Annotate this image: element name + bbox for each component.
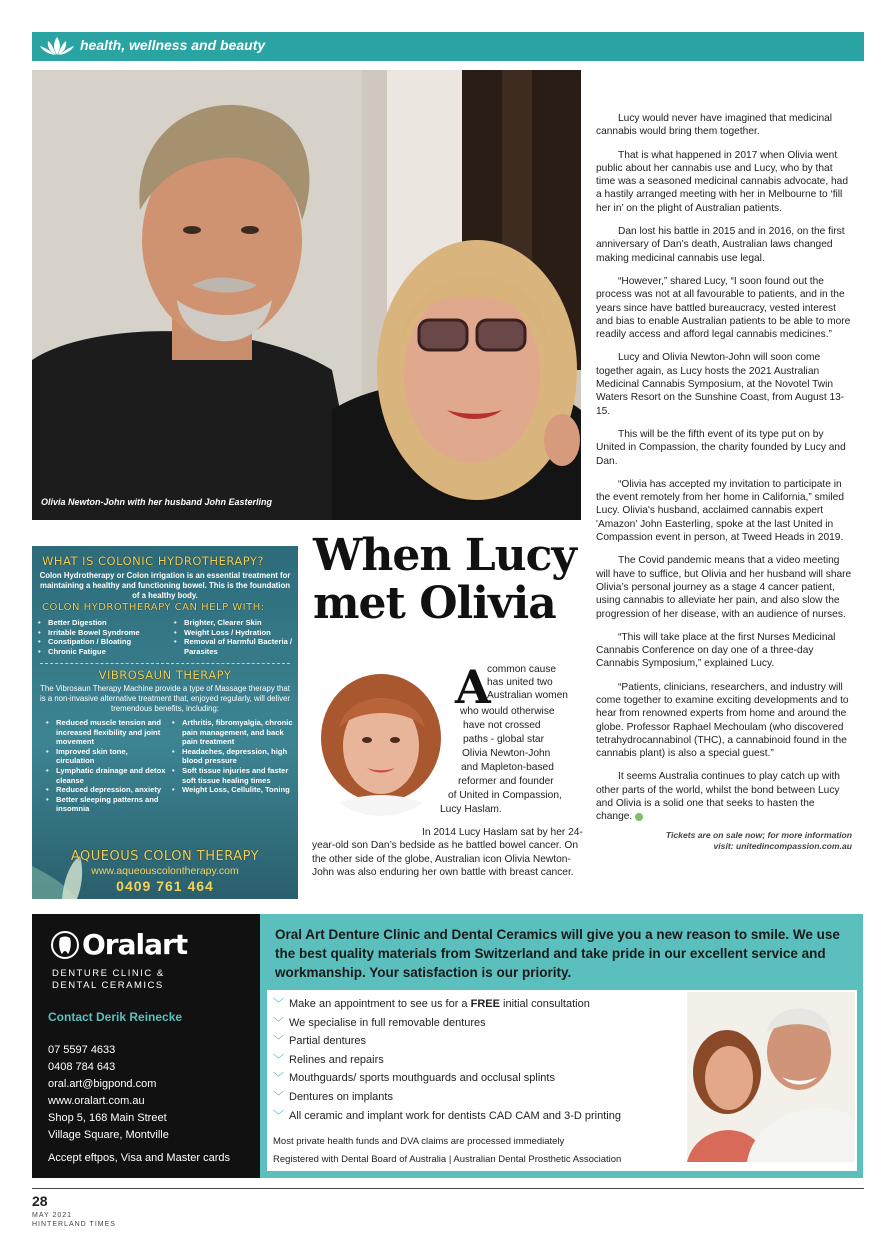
paragraph: The Covid pandemic means that a video meeting will have to suffice, but Olivia and her husband will share Olivia’s personal journey as a stage 4 cancer patient, using cannabis to alleviate her pain, and also slow the progression of her disease, with an audience of nurses.	[596, 555, 852, 620]
paragraph: Lucy and Olivia Newton-John will soon come together again, as Lucy hosts the 2021 Australian Medicinal Cannabis Symposium, at the Novotel Twin Waters Resort on the Sunshine Coast, from August 13-15.	[596, 352, 845, 417]
intro-line: common cause	[487, 664, 557, 675]
list-item: • Better Digestion	[36, 618, 164, 628]
paragraph: “However,” shared Lucy, “I soon found out the process was not at all favourable to patients, and in the years since have battled bureaucracy, vested interest and bias to enable Australian patients to be able to more readily access and afford legal cannabis medicines.”	[596, 275, 851, 341]
paragraph-final	[596, 770, 852, 823]
colonic-heading: WHAT IS COLONIC HYDROTHERAPY?	[42, 554, 265, 568]
chevron-down-icon: ﹀	[273, 1016, 284, 1029]
paragraph: That is what happened in 2017 when Olivia went public about her cannabis use and Lucy, who by that time was a seasoned medicinal cannabis advocate, had a hastily arranged meeting with her in Melbourne to ‘fill her in’ on the plight of Australian patients.	[596, 149, 849, 214]
payment-info: Accept eftpos, Visa and Master cards	[48, 1152, 230, 1164]
paragraph: Dan lost his battle in 2015 and in 2016, on the first anniversary of Dan’s death, Australian laws changed making medicinal cannabis use legal.	[596, 226, 845, 264]
colonic-help-left	[36, 618, 164, 656]
smiling-couple-photo	[687, 992, 855, 1162]
colonic-intro: Colon Hydrotherapy or Colon irrigation is an essential treatment for maintaining a healthy and functioning bowel. This is the foundation of a healthy body.	[39, 571, 291, 600]
title-line: met Olivia	[313, 578, 556, 629]
paragraph: “Olivia has accepted my invitation to participate in the event remotely from her home in California,” smiled Lucy. Olivia's husband, acclaimed cannabis expert 'Amazon' John Easterling, spoke at the last United in Compassion event in person, at Tweed Heads in 2019.	[596, 478, 844, 544]
section-header	[32, 32, 864, 61]
chevron-down-icon: ﹀	[273, 1072, 284, 1085]
vibrosaun-intro: The Vibrosaun Therapy Machine provide a type of Massage therapy that is a non-invasive alternative treatment that, enjoyed regularly, will deliver tremendous benefits, including:	[40, 684, 290, 713]
registration-note: Registered with Dental Board of Australia | Australian Dental Prosthetic Association	[273, 1154, 622, 1165]
lotus-icon	[38, 35, 76, 57]
oralart-info-panel	[260, 914, 863, 1178]
intro-line: who would otherwise	[460, 706, 555, 717]
list-item: • Removal of Harmful Bacteria / Parasites	[172, 637, 294, 656]
vibrosaun-heading: VIBROSAUN THERAPY	[98, 668, 232, 682]
service-text: Partial dentures	[289, 1035, 367, 1048]
intro-line: of United in Compassion,	[448, 790, 562, 801]
list-item	[273, 1069, 693, 1088]
portrait-illustration	[307, 668, 455, 816]
address-line: Shop 5, 168 Main Street	[48, 1112, 167, 1124]
list-item: • Reduced depression, anxiety	[44, 785, 168, 795]
paragraph: “Patients, clinicians, researchers, and industry will come together to examine exciting developments and to hear from renowned experts from home and around the globe. Professor Raphael Mechoulam (who discovered tetrahydrocannabinol (THC), a cannabinoid found in the cannabis plant) is also a special guest.”	[596, 681, 849, 760]
list-item	[273, 1032, 693, 1051]
list-item	[273, 1088, 693, 1107]
intro-line: paths - global star	[463, 734, 544, 745]
list-item: • Brighter, Clearer Skin	[172, 618, 294, 628]
chevron-down-icon: ﹀	[273, 998, 284, 1010]
list-item	[273, 1014, 693, 1033]
list-item: • Weight Loss, Cellulite, Toning	[170, 785, 294, 795]
paragraph: “This will take place at the first Nurses Medicinal Cannabis Conference on day one of a three-day Cannabis Symposium,” explained Lucy.	[596, 631, 836, 670]
address-line: Village Square, Montville	[48, 1129, 169, 1141]
paragraph: This will be the fifth event of its type put on by United in Compassion, the charity founded by Lucy and Dan.	[596, 428, 846, 467]
list-item: • Better sleeping patterns and insomnia	[44, 795, 168, 814]
service-text: initial consultation	[499, 998, 590, 1010]
couple-illustration	[32, 70, 581, 520]
tickets-link[interactable]: visit: unitedincompassion.com.au	[713, 840, 852, 851]
paragraph: Lucy would never have imagined that medicinal cannabis would bring them together.	[596, 113, 833, 138]
funds-note: Most private health funds and DVA claims are processed immediately	[273, 1136, 565, 1147]
divider	[40, 663, 290, 664]
oralart-headline: Oral Art Denture Clinic and Dental Ceramics will give you a new reason to smile. We use the best quality materials from Switzerland and take pride in our excellent service and workmanship. Your satisfaction is our priority.	[275, 927, 840, 980]
left-paragraph	[312, 826, 588, 879]
title-line: When Lucy	[313, 530, 576, 581]
tooth-logo-icon	[50, 930, 80, 960]
list-item: • Soft tissue injuries and faster soft tissue healing times	[170, 766, 294, 785]
publication-name: HINTERLAND TIMES	[32, 1221, 116, 1228]
intro-line: Australian women	[487, 690, 568, 701]
oralart-sub1: DENTURE CLINIC &	[52, 968, 165, 979]
article-title	[313, 532, 585, 628]
list-item: • Chronic Fatigue	[36, 647, 164, 657]
phone-2[interactable]: 0408 784 643	[48, 1061, 116, 1073]
page-number: 28	[32, 1193, 48, 1209]
section-label: health, wellness and beauty	[80, 37, 266, 53]
list-item: • Reduced muscle tension and increased flexibility and joint movement	[44, 718, 168, 747]
vibrosaun-left	[44, 718, 168, 814]
list-item	[273, 1051, 693, 1070]
oralart-logo-text: Oralart	[82, 928, 188, 961]
service-text: We specialise in full removable dentures	[289, 1016, 486, 1029]
colonic-ad	[32, 546, 298, 899]
paragraph: In 2014 Lucy Haslam sat by her 24-year-old son Dan’s bedside as he battled bowel cancer. On the other side of the globe, Australian icon Olivia Newton-John was also enduring her own battle with breast cancer.	[312, 827, 583, 878]
oralart-services-panel	[267, 990, 857, 1171]
intro-line: and Mapleton-based	[461, 762, 554, 773]
list-item	[273, 1107, 693, 1126]
couple-photo	[32, 70, 581, 520]
oralart-contact: Contact Derik Reinecke	[48, 1010, 183, 1024]
article-column-right	[596, 112, 852, 852]
service-text: Dentures on implants	[289, 1090, 393, 1103]
list-item: • Lymphatic drainage and detox cleanse	[44, 766, 168, 785]
end-mark-icon	[635, 813, 643, 821]
colonic-phone[interactable]: 0409 761 464	[116, 878, 214, 894]
service-text: All ceramic and implant work for dentists CAD CAM and 3-D printing	[289, 1109, 621, 1122]
services-list	[273, 995, 693, 1125]
intro-line: has united two	[487, 677, 553, 688]
paragraph-text: It seems Australia continues to play catch up with other parts of the world, whilst the bond between Lucy and Olivia is a solid one that seeks to hasten the change.	[596, 771, 840, 823]
colonic-help-heading: COLON HYDROTHERAPY CAN HELP WITH:	[42, 602, 265, 613]
email-link[interactable]: oral.art@bigpond.com	[48, 1078, 157, 1090]
list-item	[273, 995, 693, 1014]
photo-caption: Olivia Newton-John with her husband John Easterling	[41, 497, 273, 507]
footer-divider	[32, 1188, 864, 1189]
intro-line: have not crossed	[463, 720, 541, 731]
oralart-sub2: DENTAL CERAMICS	[52, 980, 164, 991]
oralart-contact-panel	[32, 914, 260, 1178]
intro-line: Lucy Haslam.	[440, 804, 502, 815]
list-item: • Headaches, depression, high blood pressure	[170, 747, 294, 766]
service-text: Mouthguards/ sports mouthguards and occlusal splints	[289, 1072, 555, 1085]
vibrosaun-right	[170, 718, 294, 795]
list-item: • Improved skin tone, circulation	[44, 747, 168, 766]
issue-date: MAY 2021	[32, 1212, 73, 1219]
dropcap: A	[455, 660, 491, 714]
list-item: • Weight Loss / Hydration	[172, 628, 294, 638]
oralart-details	[48, 1042, 169, 1144]
chevron-down-icon: ﹀	[273, 1090, 284, 1103]
lucy-portrait	[307, 668, 455, 816]
chevron-down-icon: ﹀	[273, 1035, 284, 1048]
colonic-brand: AQUEOUS COLON THERAPY	[70, 849, 260, 864]
chevron-down-icon: ﹀	[273, 1109, 284, 1122]
tickets-info	[596, 830, 852, 852]
colonic-website[interactable]: www.aqueouscolontherapy.com	[91, 865, 239, 877]
tickets-line: Tickets are on sale now; for more information	[665, 829, 852, 840]
website-link[interactable]: www.oralart.com.au	[48, 1095, 145, 1107]
intro-line: Olivia Newton-John	[462, 748, 551, 759]
list-item: • Arthritis, fibromyalgia, chronic pain management, and back pain treatment	[170, 718, 294, 747]
list-item: • Irritable Bowel Syndrome	[36, 628, 164, 638]
chevron-down-icon: ﹀	[273, 1053, 284, 1066]
phone-1[interactable]: 07 5597 4633	[48, 1044, 116, 1056]
service-text: Make an appointment to see us for a	[289, 998, 471, 1010]
intro-line: reformer and founder	[458, 776, 554, 787]
colonic-help-right	[172, 618, 294, 656]
service-bold: FREE	[470, 998, 500, 1010]
list-item: • Constipation / Bloating	[36, 637, 164, 647]
service-text: Relines and repairs	[289, 1053, 384, 1066]
